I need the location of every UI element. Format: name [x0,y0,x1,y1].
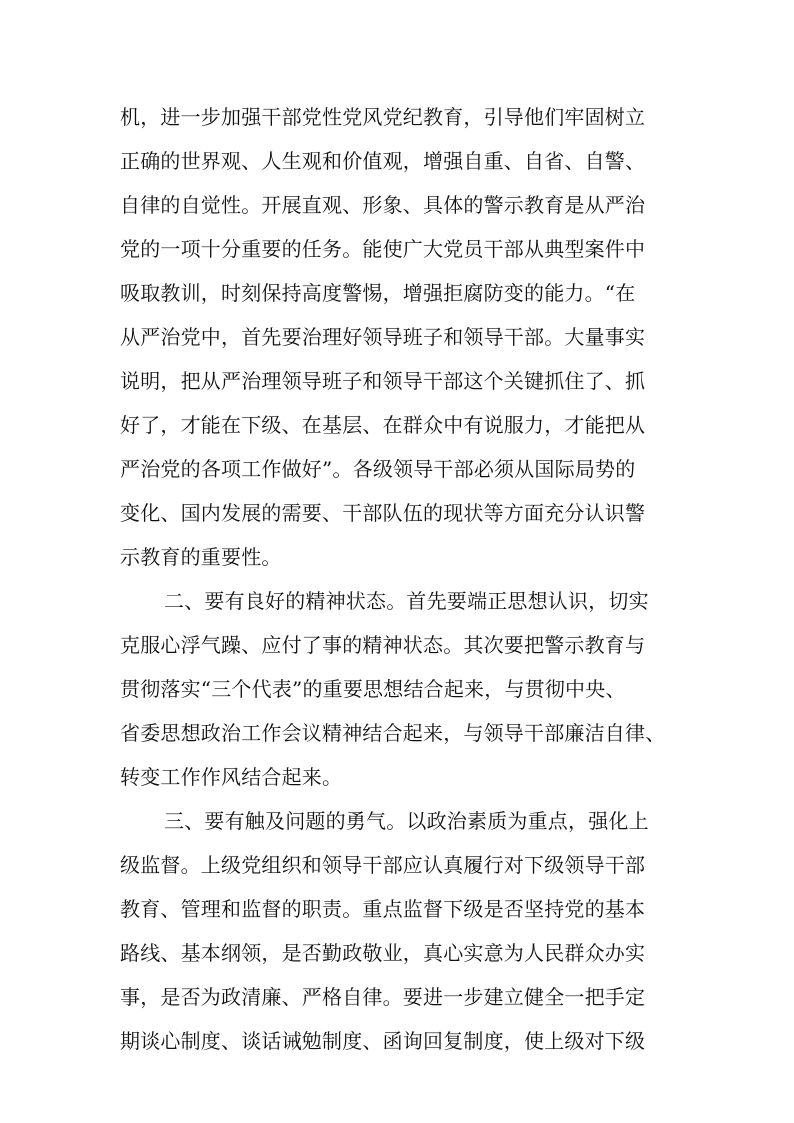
text-line: 克服心浮气躁、应付了事的精神状态。其次要把警示教育与 [120,633,646,657]
text-line: 省委思想政治工作会议精神结合起来，与领导干部廉洁自律、 [120,721,666,745]
text-line: 好了，才能在下级、在基层、在群众中有说服力，才能把从 [120,413,646,437]
text-line: 严治党的各项工作做好”。各级领导干部必须从国际局势的 [120,457,636,481]
text-line: 机，进一步加强干部党性党风党纪教育，引导他们牢固树立 [120,105,646,129]
text-line: 事，是否为政清廉、严格自律。要进一步建立健全一把手定 [120,985,646,1009]
text-line: 自律的自觉性。开展直观、形象、具体的警示教育是从严治 [120,193,646,217]
text-line: 级监督。上级党组织和领导干部应认真履行对下级领导干部 [120,853,646,877]
text-line: 正确的世界观、人生观和价值观，增强自重、自省、自警、 [120,149,646,173]
text-line: 贯彻落实“三个代表”的重要思想结合起来，与贯彻中央、 [120,677,626,701]
text-line: 党的一项十分重要的任务。能使广大党员干部从典型案件中 [120,237,646,261]
text-line: 变化、国内发展的需要、干部队伍的现状等方面充分认识警 [120,501,646,525]
text-line: 期谈心制度、谈话诫勉制度、函询回复制度，使上级对下级 [120,1029,646,1053]
text-line: 从严治党中，首先要治理好领导班子和领导干部。大量事实 [120,325,646,349]
text-line: 示教育的重要性。 [120,545,282,569]
paragraph-start-line: 三、要有触及问题的勇气。以政治素质为重点，强化上 [164,809,649,833]
text-line: 转变工作作风结合起来。 [120,765,343,789]
text-line: 说明，把从严治理领导班子和领导干部这个关键抓住了、抓 [120,369,646,393]
paragraph-start-line: 二、要有良好的精神状态。首先要端正思想认识，切实 [164,589,649,613]
text-line: 路线、基本纲领，是否勤政敬业，真心实意为人民群众办实 [120,941,646,965]
text-line: 吸取教训，时刻保持高度警惕，增强拒腐防变的能力。“在 [120,281,636,305]
text-line: 教育、管理和监督的职责。重点监督下级是否坚持党的基本 [120,897,646,921]
